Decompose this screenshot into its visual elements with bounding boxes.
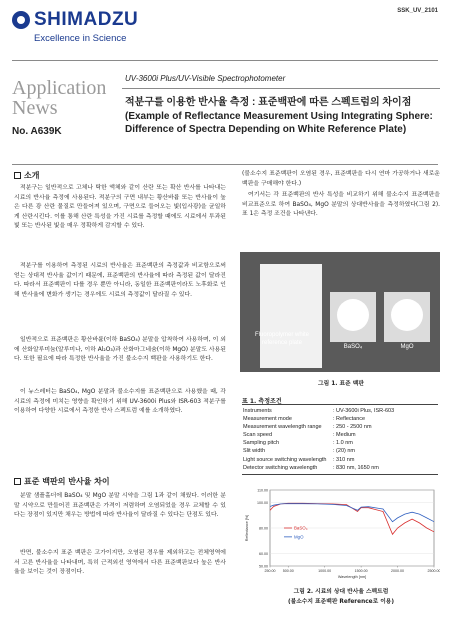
table1-title: 표 1. 측정조건 [242,398,282,405]
measurement-conditions-table [242,404,438,475]
y-tick-label: 110.00 [257,488,268,493]
table-row: Instruments : UV-3600i Plus, ISR-603 [243,408,395,414]
x-tick-label: 250.00 [264,569,276,573]
article-title: 적분구를 이용한 반사율 측정 : 표준백판에 따른 스펙트럼의 차이점 (Example of Reflectance Measurement Using Integrating Sphere: Difference of Spectra Depending on White Reference Plate) [125,97,433,135]
x-tick-label: 500.00 [282,569,294,573]
section2-paragraph-1: 분말 샘플홀더에 BaSO₄ 및 MgO 분말 시약을 그림 1과 같이 채웠다. 이러한 분말 시약으로 만들어진 표준백판은 가격이 저렴하며 오염되었을 경우 교체할 수 있다는 장점이 있지만 채우는 방법에 따라 반사율이 달라질 수 있다는 단점도 있다. [14,493,226,518]
document-id: SSK_UV_2101 [397,8,438,14]
section-heading-intro: 소개 [14,170,39,181]
table-row: Measurement wavelength range : 250 - 2500 nm [243,424,372,431]
table-row: Light source switching wavelength : 310 nm [243,456,355,463]
y-tick-label: 50.00 [259,564,268,569]
table-row: Measurement mode : Reflectance [243,416,366,423]
series-line-mgo [270,504,434,522]
product-subtitle: UV-3600i Plus/UV-Visible Spectrophotometer [125,74,286,83]
figure2-caption-line1: 그림 2. 시료의 상대 반사율 스펙트럼 [293,589,389,595]
x-tick-label: 1500.00 [354,569,368,573]
table-row: Slit width : (20) nm [243,448,356,455]
intro-paragraph-4: 이 뉴스레터는 BaSO₄, MgO 분말과 불소수지를 표준백판으로 사용했을 때, 각 시료의 측정에 미치는 영향을 확인하기 위해 UV-3600i Plus와 ISR-603 적분구를 이용하여 다양한 시료에서 측정한 반사 스펙트럼 예를 소개하였다. [14,389,226,414]
legend-label: BaSO₄ [294,525,308,531]
title-divider [122,88,440,89]
right-paragraph-1: (불소수지 표준백판이 오염된 경우, 표준백판을 다시 연마 가공하거나 새로운 백판을 구매해야 한다.) [242,171,440,187]
checkbox-square-icon [14,172,21,179]
brand-tagline: Excellence in Science [34,33,127,44]
header-divider-bottom [12,164,438,165]
intro-paragraph-1: 적분구는 일반적으로 고체나 탁한 액체와 같이 산란 또는 확산 반사를 나타내는 시료의 반사율 측정에 사용된다. 적분구의 구면 내부는 황산바륨 또는 반사율이 높은 다른 광 산란 물질로 만들어져 있으며, 구면으로 들어오는 빛(입사광)을 균일하게 산란시킨다. 이를 통해 산란 특성을 가진 시료를 측정할 때에도 시료에서 투과된 빛 또는 반사된 빛을 매우 정확하게 감지할 수 있다. [14,185,226,229]
x-tick-label: 1000.00 [318,569,332,573]
y-tick-label: 60.00 [259,551,268,556]
application-news-title: Application News [12,77,107,119]
figure2-caption-line2: (불소수지 표준백판 Reference로 이용) [287,599,395,605]
shimadzu-logo-icon [12,11,30,29]
intro-paragraph-2: 적분구를 이용하여 측정된 시료의 반사율은 표준백판의 측정값과 비교함으로써 얻는 상대적 반사율 값이기 때문에, 표준백판의 반사율에 따라 측정된 값이 달라진다. 따라서 표준백판이 다를 경우 뿐만 아니라, 동일한 표준백판이라도 노후화로 인해 반사율에 변화가 생기는 경우에도 시료의 측정값이 달라질 수 있다. [14,263,226,298]
x-tick-label: 2000.00 [391,569,405,573]
label-mgo: MgO [400,344,414,350]
label-baso4: BaSO₄ [343,344,363,350]
mgo-disk [391,299,423,331]
reflectance-spectrum-chart [242,486,440,580]
brand-name: SHIMADZU [34,9,139,30]
shimadzu-logo [12,9,162,49]
x-axis-label: Wavelength [nm] [337,575,367,579]
table-row: Detector switching wavelength : 830 nm, 1650 nm [243,464,379,471]
baso4-disk [337,299,369,331]
checkbox-square-icon [14,478,21,485]
y-tick-label: 100.00 [257,501,268,506]
section-heading-reflectance-difference: 표준 백판의 반사율 차이 [14,476,110,487]
legend-label: MgO [294,534,304,540]
figure1-caption: 그림 1. 표준 백판 [318,381,364,387]
table-row: Scan speed : Medium [243,432,356,439]
table-row: Sampling pitch : 1.0 nm [243,440,353,447]
fluoropolymer-plate [260,264,322,368]
y-tick-label: 80.00 [259,526,268,531]
label-fluoropolymer: Fluoropolymer white reference plate [254,332,310,346]
document-number: No. A639K [12,126,62,137]
right-paragraph-2: 여기서는 각 표준백판의 반사 특성을 비교하기 위해 불소수지 표준백판을 비교표준으로 하여 BaSO₄, MgO 분말의 상대반사율을 측정하였다(그림 2). 표 1은 측정 조건을 나타낸다. [242,192,440,217]
figure1-photo [240,252,440,372]
intro-paragraph-3: 일반적으로 표준백판은 황산바륨(이하 BaSO₄) 분말을 압착하여 사용하며, 이 외에 산화알루미늄(알루미나, 이하 Al₂O₃)과 산화마그네슘(이하 MgO) 분말도 사용된다. 또한 필요에 따라 특정한 반사율을 가진 불소수지 백판을 사용하기도 한다. [14,337,226,362]
section2-paragraph-2: 반면, 불소수지 표준 백판은 고가이지만, 오염된 경우를 제외하고는 전체영역에서 고른 반사율을 나타내며, 특히 근적외선 영역에서 다른 표준백판보다 높은 반사율을 보이는 것이 장점이다. [14,550,226,575]
x-tick-label: 2500.00 [427,569,440,573]
header-divider-top [12,60,438,61]
y-axis-label: Reflectance [%] [245,514,249,542]
